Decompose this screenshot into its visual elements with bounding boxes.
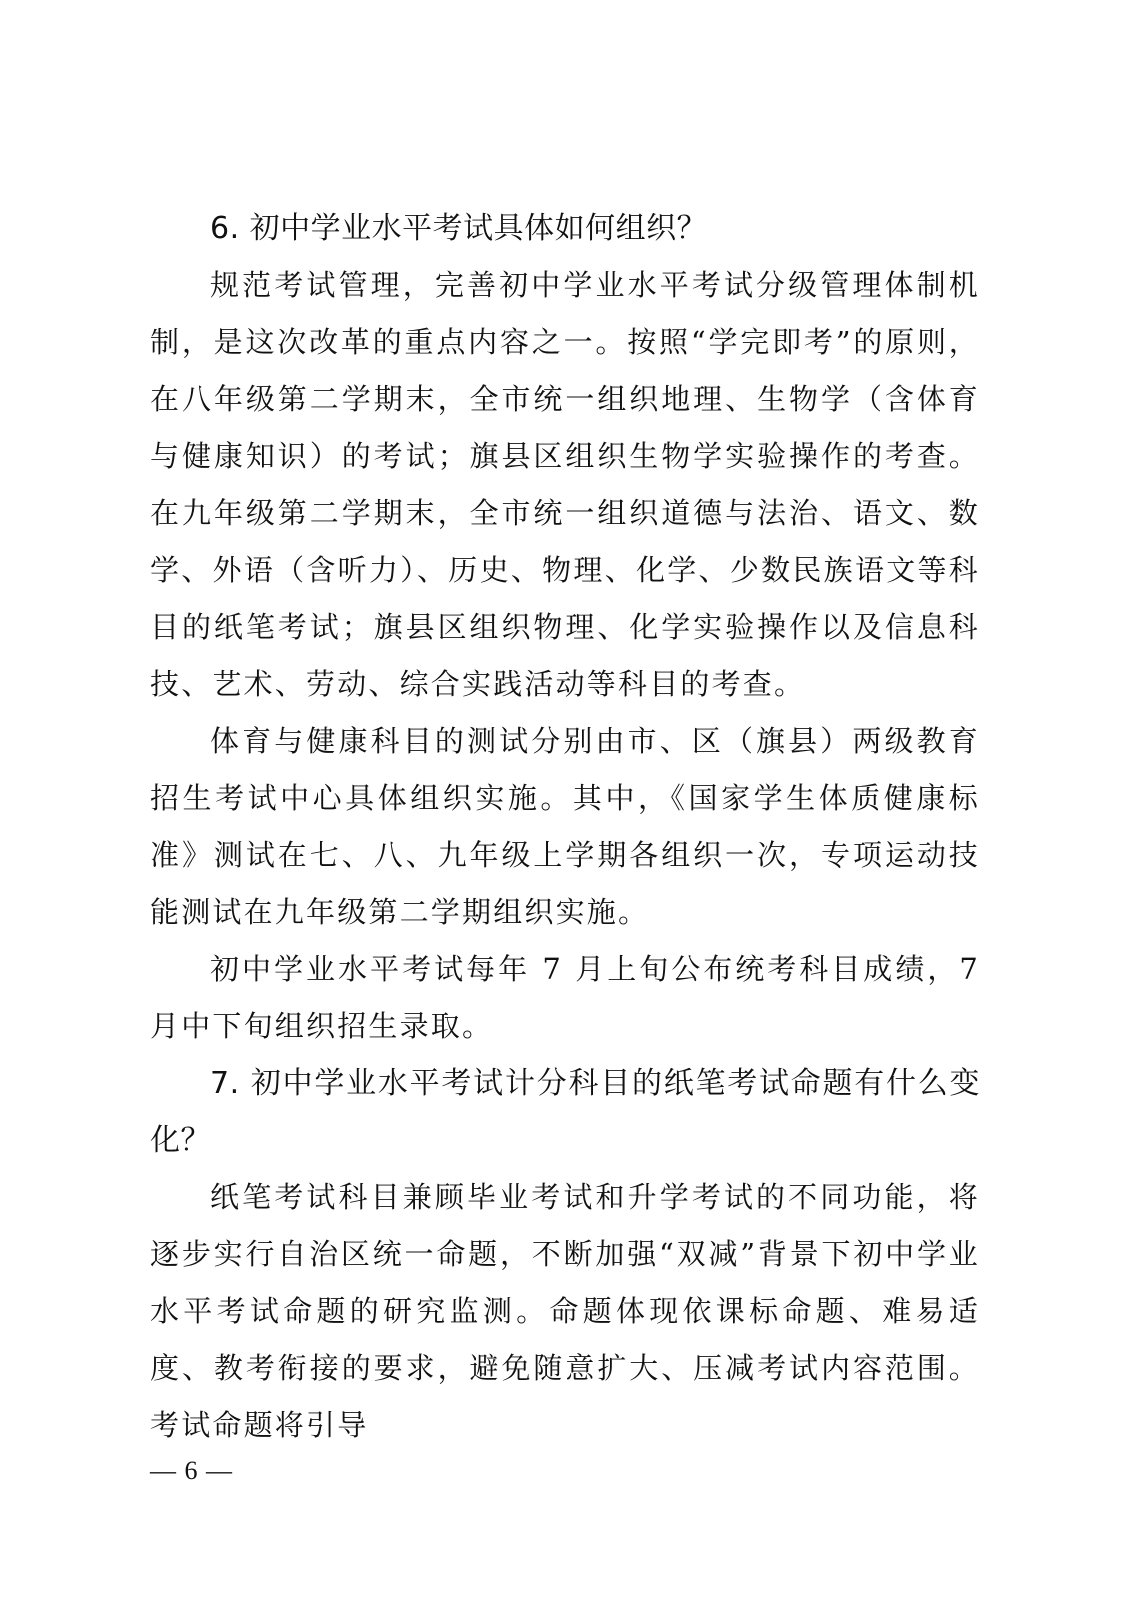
section-heading-6: 6. 初中学业水平考试具体如何组织？ [210,211,708,246]
paragraph-exam-proposition: 纸笔考试科目兼顾毕业考试和升学考试的不同功能，将逐步实行自治区统一命题，不断加强“双减”背景下初中学业水平考试命题的研究监测。命题体现依课标命题、难易适度、教考衔接的要求，避免随意扩大、压减考试内容范围。考试命题将引导 [150,1180,980,1442]
page-content [150,200,980,1454]
page-number: — 6 — [150,1456,233,1485]
section-heading-7: 7. 初中学业水平考试计分科目的纸笔考试命题有什么变化？ [150,1066,980,1158]
paragraph-exam-organization: 规范考试管理，完善初中学业水平考试分级管理体制机制，是这次改革的重点内容之一。按照“学完即考”的原则，在八年级第二学期末，全市统一组织地理、生物学（含体育与健康知识）的考试；旗县区组织生物学实验操作的考查。在九年级第二学期末，全市统一组织道德与法治、语文、数学、外语（含听力）、历史、物理、化学、少数民族语文等科目的纸笔考试；旗县区组织物理、化学实验操作以及信息科技、艺术、劳动、综合实践活动等科目的考查。 [150,268,980,701]
paragraph-physical-education: 体育与健康科目的测试分别由市、区（旗县）两级教育招生考试中心具体组织实施。其中，《国家学生体质健康标准》测试在七、八、九年级上学期各组织一次，专项运动技能测试在九年级第二学期组织实施。 [150,724,980,929]
paragraph-results-schedule: 初中学业水平考试每年 7 月上旬公布统考科目成绩，7 月中下旬组织招生录取。 [150,952,980,1043]
